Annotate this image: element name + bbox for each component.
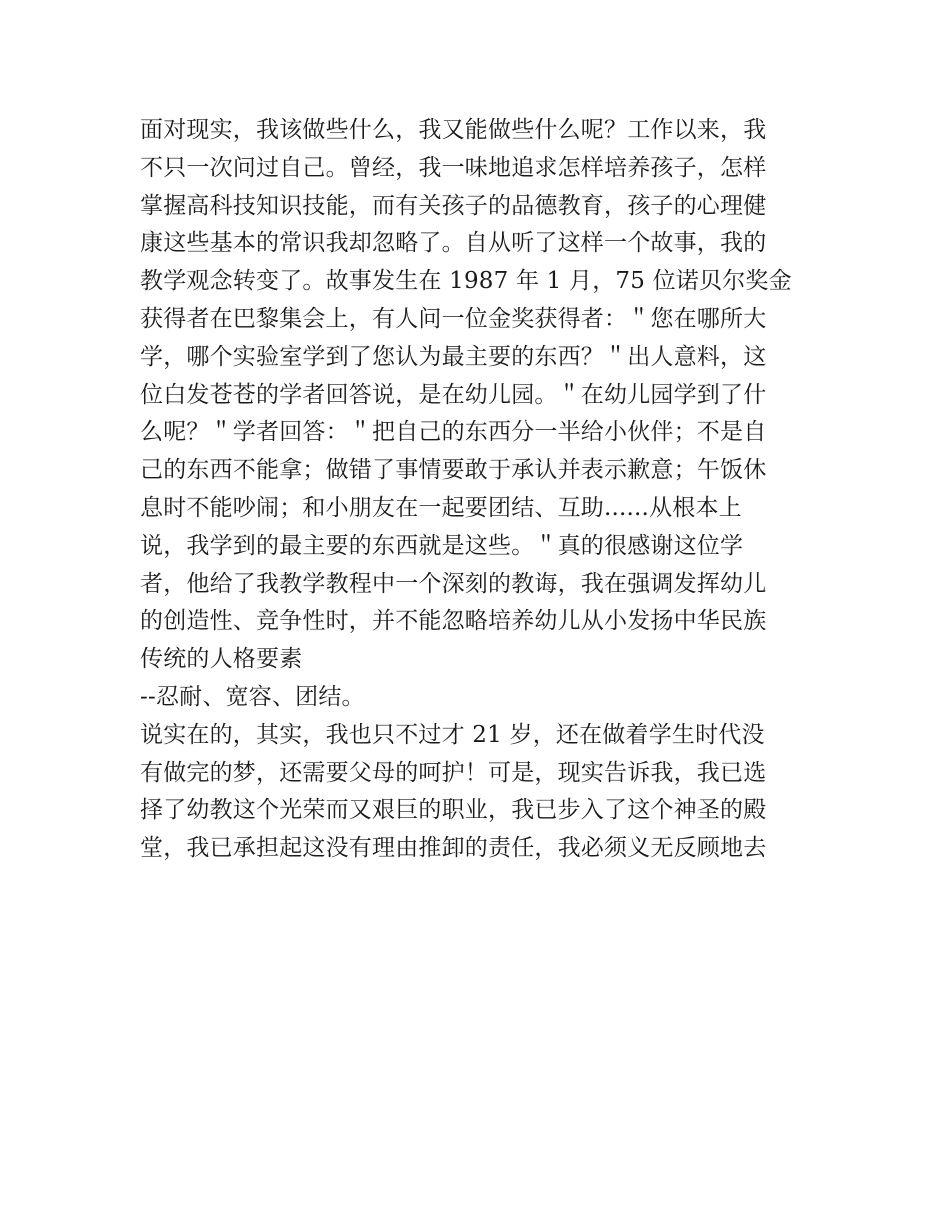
text-line: 位白发苍苍的学者回答说，是在幼儿园。＂在幼儿园学到了什 [140,381,767,408]
text-line: 者，他给了我教学教程中一个深刻的教诲，我在强调发挥幼儿 [140,570,767,597]
text-line: 学，哪个实验室学到了您认为最主要的东西？＂出人意料，这 [140,343,767,370]
text-line: 说实在的，其实，我也只不过才 21 岁，还在做着学生时代没 [140,721,765,748]
text-line: 传统的人格要素 [140,646,303,673]
text-line: 掌握高科技知识技能，而有关孩子的品德教育，孩子的心理健 [140,192,767,219]
text-line: 择了幼教这个光荣而又艰巨的职业，我已步入了这个神圣的殿 [140,797,767,824]
text-line: 的创造性、竞争性时，并不能忽略培养幼儿从小发扬中华民族 [140,608,767,635]
body-text [140,112,830,868]
text-line: 息时不能吵闹；和小朋友在一起要团结、互助......从根本上 [140,494,742,521]
text-line: --忍耐、宽容、团结。 [140,683,365,710]
text-line: 有做完的梦，还需要父母的呵护！可是，现实告诉我，我已选 [140,759,767,786]
text-line: 教学观念转变了。故事发生在 1987 年 1 月，75 位诺贝尔奖金 [140,268,792,295]
text-line: 说，我学到的最主要的东西就是这些。＂真的很感谢这位学 [140,532,744,559]
text-line: 么呢？＂学者回答：＂把自己的东西分一半给小伙伴；不是自 [140,419,767,446]
text-line: 己的东西不能拿；做错了事情要敢于承认并表示歉意；午饭休 [140,457,767,484]
text-line: 堂，我已承担起这没有理由推卸的责任，我必须义无反顾地去 [140,835,767,862]
text-line: 面对现实，我该做些什么，我又能做些什么呢？工作以来，我 [140,117,767,143]
text-line: 康这些基本的常识我却忽略了。自从听了这样一个故事，我的 [140,230,767,257]
text-line: 不只一次问过自己。曾经，我一味地追求怎样培养孩子，怎样 [140,154,767,181]
text-line: 获得者在巴黎集会上，有人问一位金奖获得者：＂您在哪所大 [140,305,767,332]
